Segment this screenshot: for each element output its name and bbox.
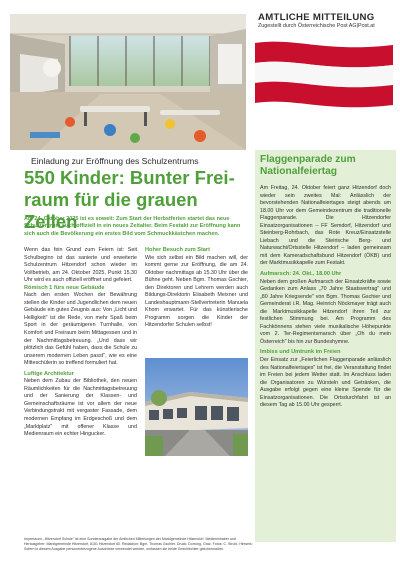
sidebar-subheading: Aufmarsch: 24. Okt., 18.00 Uhr	[260, 271, 342, 278]
article-column-left	[24, 247, 137, 439]
article-subheading: Römisch 1 fürs neue Gebäude	[24, 284, 105, 291]
article-headline: 550 Kinder: Bunter Frei-raum für die grauen Zellen	[24, 167, 235, 232]
school-interior-photo	[10, 14, 246, 150]
article-paragraph: Neben dem Zubau der Bibliothek, den neuen Räumlichkeiten für die Nachmittagsbetreuung und der Sanierung der Klassen- und Gemeinschaftsräume ist vor allem der neue Verbindungstrakt mit vergaster Fassade, dem modernen Empfang im Erdgeschoß und dem „Marktplatz" mit offener Klasse und Medienraum ein echter Hingucker.	[24, 378, 137, 438]
article-paragraph: Wenn das fein Grund zum Feiern ist: Seit Schulbeginn ist das sanierte und erweiterte Schulzentrum Hitzendorf schon wieder im Vollbetrieb, am 24. Oktober 2025, Punkt 15.30 Uhr wird es auch offiziell eröffnet und gefeiert.	[24, 247, 137, 284]
article-column-middle	[145, 247, 248, 330]
article-paragraph: Nach den ersten Wochen der Bewährung stellen die Kinder und Jugendlichen dem neuen Gebäude ein gutes Zeugnis aus: Von „Licht und Helligkeit" ist die Rede, von mehr Spaß beim Sport in der geräumigeren Turnhalle, von Komfort und Freiraum beim Mittagessen und in der Nachmittagsbetreuung. „Und dass wir plötzlich das Gefühl haben, dass die Schule zu unserem modernen Leben passt", wie es eine Mitteschülerin so treffend formuliert hat.	[24, 292, 137, 367]
sidebar-paragraph: Neben dem großen Aufmarsch der Einsatzkräfte sowie Gedanken zum Anlass „70 Jahre Staatsvertrag" und „80 Jahre Kriegsende" von Bgm. Thomas Gschier und Gemeinderat i.R. Mag. Heinrich Nöckmayer trägt auch die Marktmusikkapelle Hitzendorf ihren Teil zur festlichen Stimmung bei. Am Programm des Fachkönnens stehen viele musikalische Höhepunkte vom 2. Ter-Regimentsmarsch über „Oh du mein Österreich" bis hin zur Bundeshymne.	[260, 278, 391, 345]
masthead-subtitle: Zugestellt durch Österreichische Post AG|Post.at	[258, 23, 375, 29]
sidebar-paragraph: Am Freitag, 24. Oktober feiert ganz Hitzendorf doch wieder sein zweites Mal: Anlässlich der bevorstehenden Nationalfeiertages steigt abends um 18.00 Uhr vor dem Gemeindezentrum die traditionelle Flaggenparade. Die Hitzendorfer Einsatzorganisationen – FF Semdorf, Hitzendorf und Steinberg-Rohrbach, das Rote Kreuz/Einsatzstelle Liebach und die Steirische Berg- und Naturwacht/Ortsstelle Hitzendorf – laden gemeinsam mit dem Kameradschaftsbund Hitzendorf (ÖKB) und der Marktmusikkapelle zum Festakt.	[260, 185, 391, 267]
article-paragraph: Wie sich selbst ein Bild machen will, der kommt gerne zur Eröffnung, die am 24. Oktober nachmittags ab 15.30 Uhr über die Bühne geht. Neben Bgm. Thomas Gschier, den Direktoren und Lehrern werden auch Bildungs-Direktorin Elisabeth Meixner und Landeshauptmann-Stellvertreterin Manuela Khom erwartet. Für das künstlerische Programm sorgen die Kinder der Hitzendorfer Schulen selbst!	[145, 254, 248, 329]
article-lead: Am 24. Oktober 2025 ist es soweit: Zum Start der Herbstferien startet das neue Schulzentrum auch offiziell in ein neues Zeitalter. Beim Festakt zur Eröffnung kann sich auch die Bevölkerung ein erstes Bild vom Schmuckkästchen machen.	[24, 216, 241, 237]
sidebar-title: Flaggenparade zum Nationalfeiertag	[260, 154, 356, 177]
masthead-title: AMTLICHE MITTEILUNG	[258, 12, 375, 23]
austrian-flag-image	[255, 39, 393, 109]
sidebar-subheading: Imbiss und Umtrunk im Freien	[260, 349, 341, 356]
imprint-footer: Impressum: „Hitzendorf Schule" ist eine Sonderausgabe der Amtlichen Mitteilungen der Marktgemeinde Hitzendorf. Medieninhaber und Herausgeber: Marktgemeinde Hitzendorf, 8151 Hitzendorf 60. Redaktion: Bgm. Thomas Gschier. Druck: Dorrong, Graz. Fotos: C. Strobl. Hinweis: Sofern in diesem Ausgabe personenbezogene Ausdrücke verwendet werden, umfassen sie beide Geschlechter gleichermaßen.	[24, 537, 253, 551]
invitation-line: Einladung zur Eröffnung des Schulzentrums	[31, 156, 199, 166]
school-exterior-photo	[145, 358, 248, 456]
article-subheading: Luftige Architektur	[24, 370, 74, 377]
article-subheading: Hoher Besuch zum Start	[145, 247, 210, 253]
sidebar-body	[260, 185, 391, 410]
sidebar-paragraph: Der Einsatz zur „Feierlichen Flaggenparade anlässlich des Nationalfeiertages" ist frei, die Veranstaltung findet im Freien bei jedem Wetter statt. Im Anschluss laden die Organisatoren zu Würsteln und Getränken, die Ausgabe erfolgt gegen eine kleine Spende für die Einsatzorganisationen. Die Ortsdurchfahrt ist an diesem Tag ab 15.00 Uhr gesperrt.	[260, 357, 391, 409]
